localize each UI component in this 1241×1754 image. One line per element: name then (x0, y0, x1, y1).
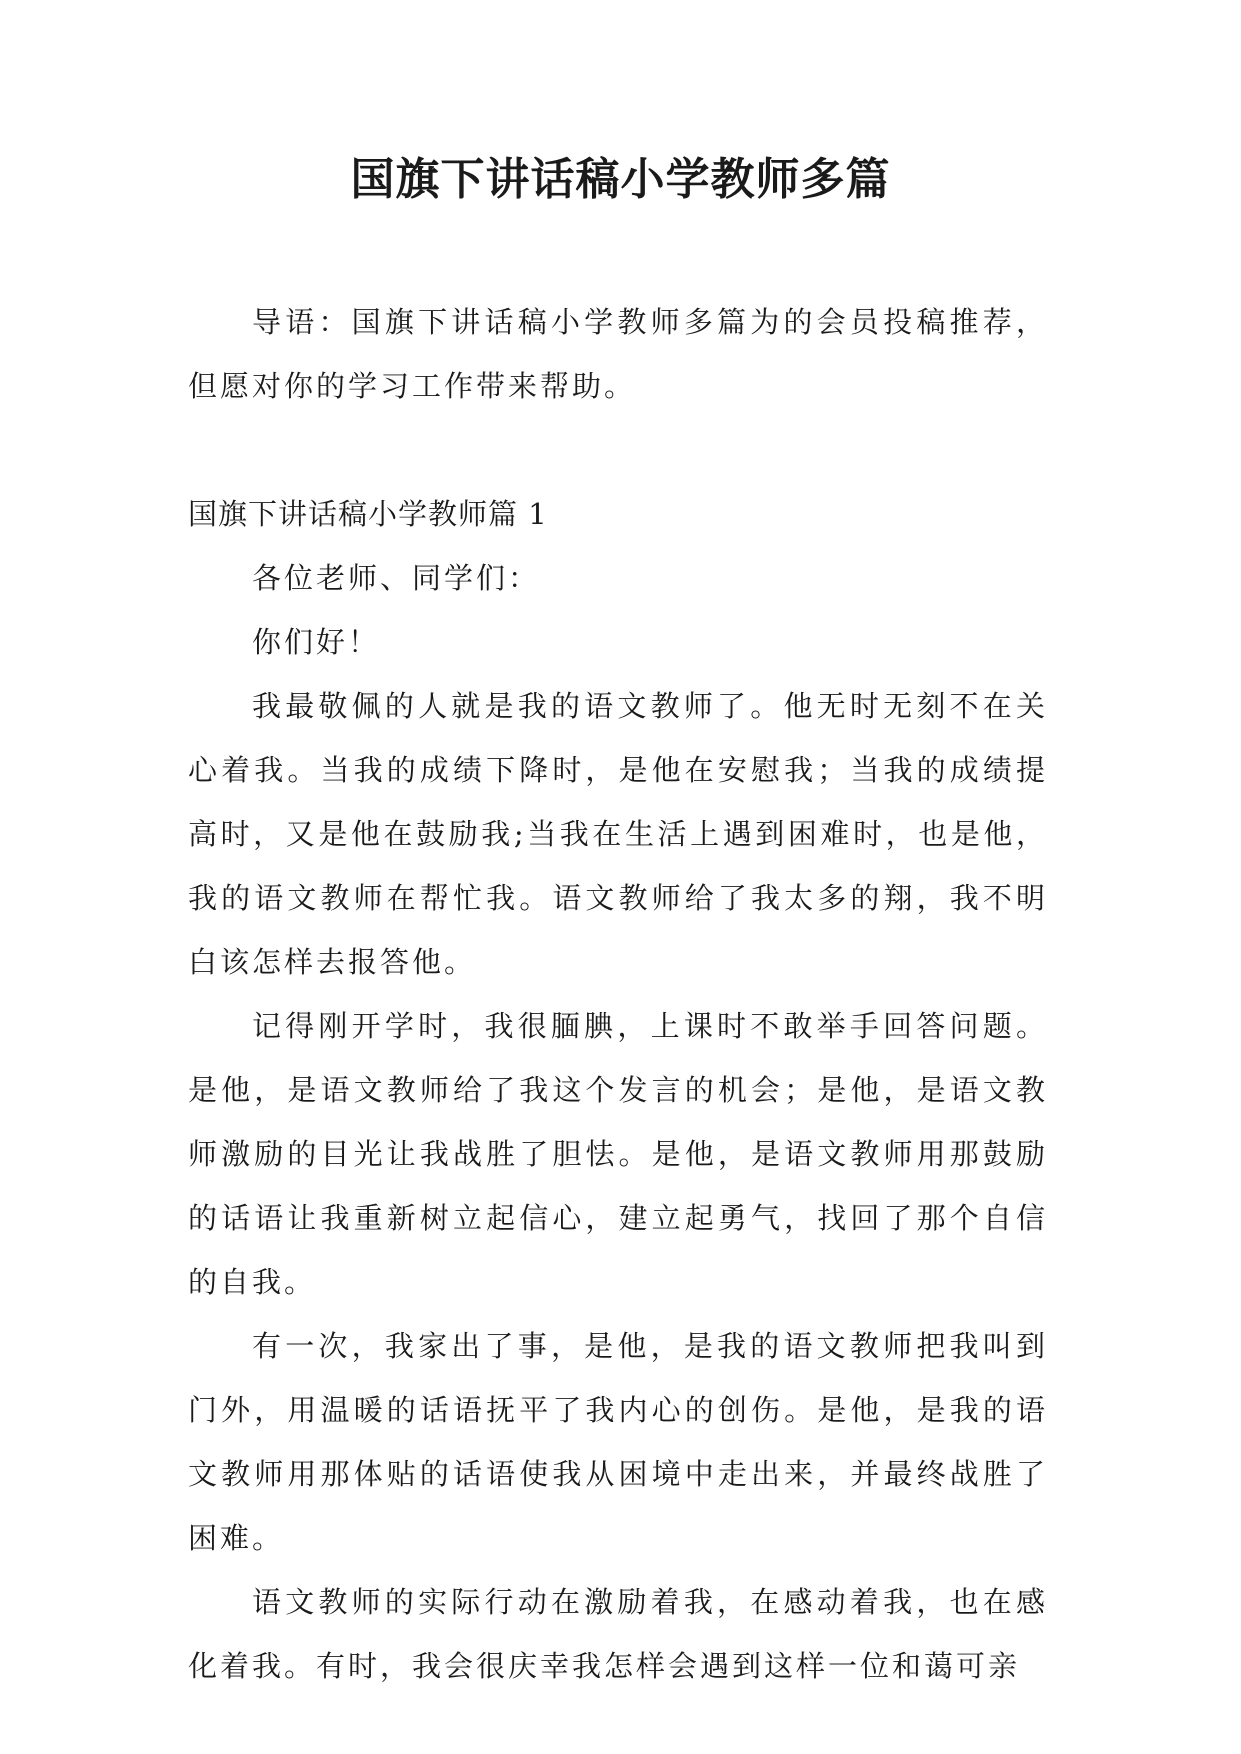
body-paragraph: 我最敬佩的人就是我的语文教师了。他无时无刻不在关心着我。当我的成绩下降时，是他在安慰我；当我的成绩提高时，又是他在鼓励我;当我在生活上遇到困难时，也是他，我的语文教师在帮忙我。语文教师给了我太多的翔，我不明白该怎样去报答他。 (188, 689, 1048, 979)
greeting: 你们好！ (252, 625, 381, 659)
section-heading: 国旗下讲话稿小学教师篇 1 (188, 497, 548, 531)
body-paragraph: 有一次，我家出了事，是他，是我的语文教师把我叫到门外，用温暖的话语抚平了我内心的创伤。是他，是我的语文教师用那体贴的话语使我从困境中走出来，并最终战胜了困难。 (188, 1329, 1048, 1555)
document-title: 国旗下讲话稿小学教师多篇 (350, 154, 891, 205)
salutation: 各位老师、同学们： (252, 561, 541, 595)
document-body (188, 290, 1048, 1698)
body-paragraph: 记得刚开学时，我很腼腆，上课时不敢举手回答问题。是他，是语文教师给了我这个发言的机会；是他，是语文教师激励的目光让我战胜了胆怯。是他，是语文教师用那鼓励的话语让我重新树立起信心，建立起勇气，找回了那个自信的自我。 (188, 1009, 1048, 1299)
intro-paragraph: 导语：国旗下讲话稿小学教师多篇为的会员投稿推荐，但愿对你的学习工作带来帮助。 (188, 305, 1048, 403)
body-paragraph: 语文教师的实际行动在激励着我，在感动着我，也在感化着我。有时，我会很庆幸我怎样会遇到这样一位和蔼可亲 (188, 1585, 1048, 1683)
